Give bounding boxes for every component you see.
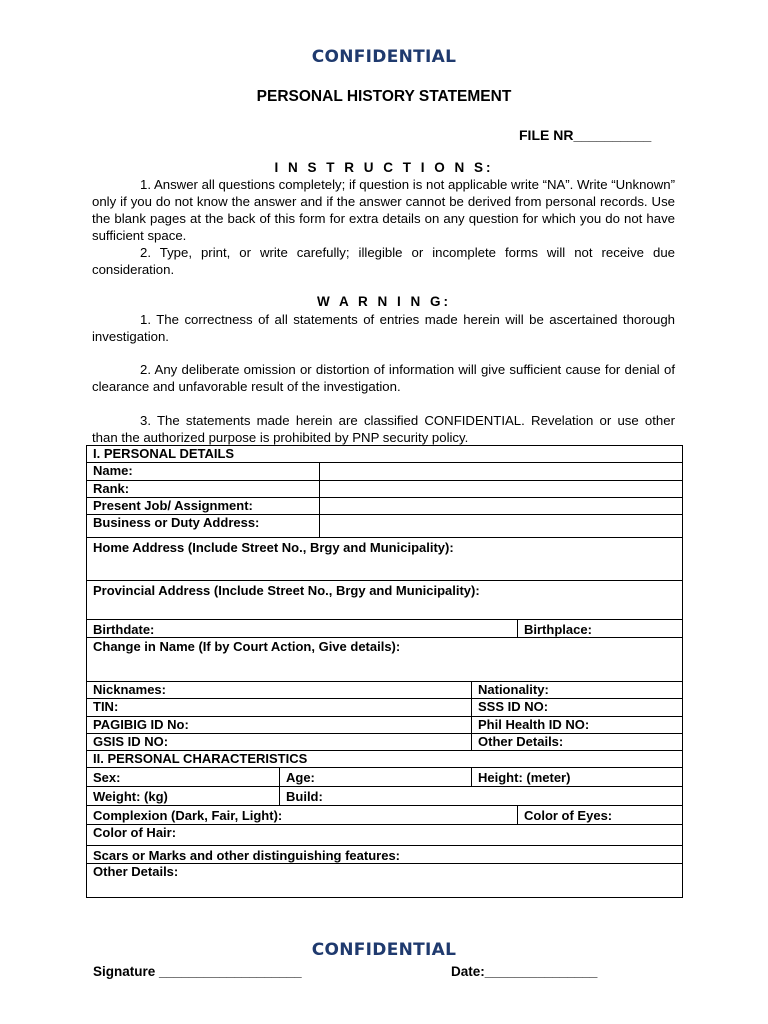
file-number: FILE NR__________ [519,127,652,143]
instruction-2-text: 2. Type, print, or write carefully; illegible or incomplete forms will not receive due consideration. [92,245,675,277]
gsis-label: GSIS ID NO: [93,734,169,749]
height-label: Height: (meter) [478,770,571,785]
sex-label: Sex: [93,770,121,785]
warning-1-text: 1. The correctness of all statements of entries made herein will be ascertained thorough investigation. [92,312,675,344]
nicknames-label: Nicknames: [93,682,166,697]
other-details-field-1[interactable] [472,734,683,751]
confidential-bottom: CONFIDENTIAL [311,940,457,960]
sex-field[interactable] [87,768,280,787]
instruction-2 [92,244,675,278]
change-in-name-label: Change in Name (If by Court Action, Give details): [93,639,401,654]
instruction-1 [92,176,675,244]
date-line[interactable]: Date:_______________ [451,964,598,979]
nicknames-field[interactable] [87,682,472,699]
business-address-label: Business or Duty Address: [87,515,320,538]
other-details-label-2: Other Details: [93,864,179,879]
age-field[interactable] [280,768,472,787]
sss-field[interactable] [472,699,683,717]
section-personal-characteristics: II. PERSONAL CHARACTERISTICS [87,751,683,768]
confidential-top: CONFIDENTIAL [311,47,457,67]
eyes-field[interactable] [518,806,683,825]
height-field[interactable] [472,768,683,787]
home-address-label: Home Address (Include Street No., Brgy and Municipality): [93,540,454,555]
provincial-address-label: Provincial Address (Include Street No., Brgy and Municipality): [93,583,480,598]
pagibig-field[interactable] [87,717,472,734]
personal-history-form [86,445,683,898]
hair-label: Color of Hair: [93,825,177,840]
warning-3 [92,412,675,446]
complexion-field[interactable] [87,806,518,825]
pagibig-label: PAGIBIG ID No: [93,717,189,732]
warning-1 [92,311,675,345]
provincial-address-field[interactable] [87,581,683,620]
build-field[interactable] [280,787,683,806]
philhealth-field[interactable] [472,717,683,734]
weight-label: Weight: (kg) [93,789,168,804]
present-job-label: Present Job/ Assignment: [87,498,320,515]
birthplace-label: Birthplace: [524,622,592,637]
rank-field[interactable] [320,481,683,498]
present-job-field[interactable] [320,498,683,515]
warning-2-text: 2. Any deliberate omission or distortion of information will give sufficient cause for denial of clearance and unfavorable result of the investigation. [92,362,675,394]
hair-field[interactable] [87,825,683,846]
birthplace-field[interactable] [518,620,683,638]
build-label: Build: [286,789,323,804]
birthdate-label: Birthdate: [93,622,155,637]
complexion-label: Complexion (Dark, Fair, Light): [93,808,283,823]
eyes-label: Color of Eyes: [524,808,613,823]
warning-heading: W A R N I N G: [317,294,451,309]
sss-label: SSS ID NO: [478,699,549,714]
name-label: Name: [87,463,320,481]
business-address-field[interactable] [320,515,683,538]
instructions-heading: I N S T R U C T I O N S: [274,160,494,175]
warning-2 [92,361,675,395]
instruction-1-text: 1. Answer all questions completely; if question is not applicable write “NA”. Write “Unknown” only if you do not know the answer and if the answer cannot be derived from personal records. Use the blank pages at the back of this form for extra details on any question for which you do not have sufficient space. [92,177,675,243]
nationality-field[interactable] [472,682,683,699]
nationality-label: Nationality: [478,682,549,697]
warning-3-text: 3. The statements made herein are classified CONFIDENTIAL. Revelation or use other than the authorized purpose is prohibited by PNP security policy. [92,413,675,445]
age-label: Age: [286,770,315,785]
change-in-name-field[interactable] [87,638,683,682]
scars-label: Scars or Marks and other distinguishing features: [93,848,401,863]
other-details-field-2[interactable] [87,864,683,898]
signature-line[interactable]: Signature ___________________ [93,964,302,979]
weight-field[interactable] [87,787,280,806]
birthdate-field[interactable] [87,620,518,638]
philhealth-label: Phil Health ID NO: [478,717,590,732]
scars-field[interactable] [87,846,683,864]
section-personal-details: I. PERSONAL DETAILS [87,446,683,463]
home-address-field[interactable] [87,538,683,581]
other-details-label-1: Other Details: [478,734,564,749]
rank-label: Rank: [87,481,320,498]
name-field[interactable] [320,463,683,481]
page-title: PERSONAL HISTORY STATEMENT [256,88,512,105]
tin-label: TIN: [93,699,119,714]
gsis-field[interactable] [87,734,472,751]
tin-field[interactable] [87,699,472,717]
